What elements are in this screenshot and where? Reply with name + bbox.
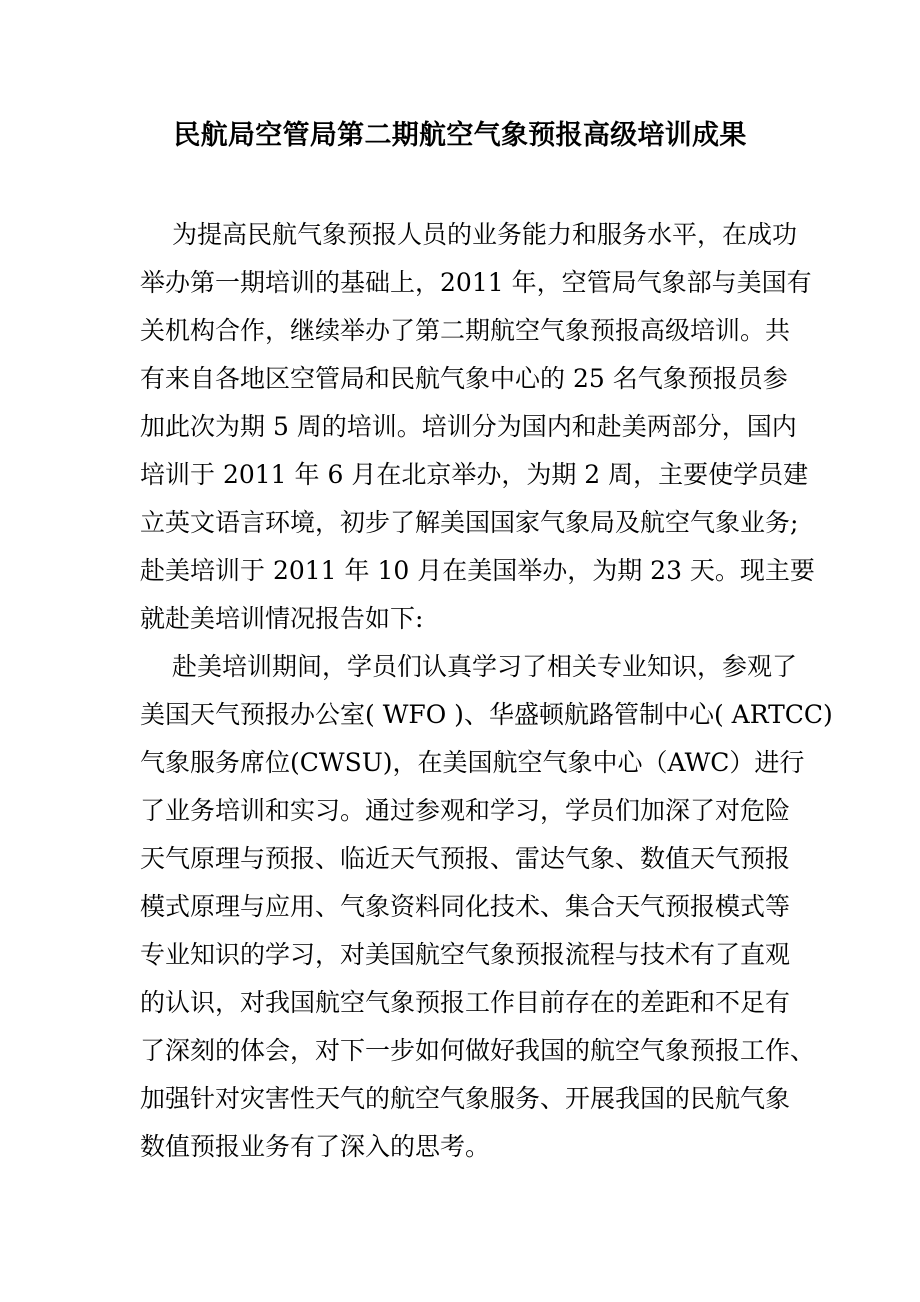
paragraph-line: 关机构合作，继续举办了第二期航空气象预报高级培训。共 bbox=[140, 316, 791, 345]
paragraph-line: 的认识，对我国航空气象预报工作目前存在的差距和不足有 bbox=[140, 988, 791, 1017]
paragraph-line: 加此次为期 5 周的培训。培训分为国内和赴美两部分，国内 bbox=[140, 412, 797, 441]
paragraph-line: 了业务培训和实习。通过参观和学习，学员们加深了对危险 bbox=[140, 796, 791, 825]
paragraph-line: 立英文语言环境，初步了解美国国家气象局及航空气象业务; bbox=[140, 508, 799, 537]
paragraph-line: 有来自各地区空管局和民航气象中心的 25 名气象预报员参 bbox=[140, 364, 788, 393]
paragraph-line: 专业知识的学习，对美国航空气象预报流程与技术有了直观 bbox=[140, 940, 791, 969]
paragraph-line: 数值预报业务有了深入的思考。 bbox=[140, 1132, 491, 1161]
paragraph-line: 培训于 2011 年 6 月在北京举办，为期 2 周，主要使学员建 bbox=[140, 460, 809, 489]
paragraph-line: 加强针对灾害性天气的航空气象服务、开展我国的民航气象 bbox=[140, 1084, 791, 1113]
paragraph-line: 赴美培训期间，学员们认真学习了相关专业知识，参观了 bbox=[172, 652, 798, 681]
paragraph-line: 赴美培训于 2011 年 10 月在美国举办，为期 23 天。现主要 bbox=[140, 556, 815, 585]
paragraph-line: 就赴美培训情况报告如下: bbox=[140, 604, 424, 633]
paragraph-line: 了深刻的体会，对下一步如何做好我国的航空气象预报工作、 bbox=[140, 1036, 816, 1065]
paragraph-line: 为提高民航气象预报人员的业务能力和服务水平，在成功 bbox=[172, 220, 798, 249]
paragraph-line: 美国天气预报办公室( WFO )、华盛顿航路管制中心( ARTCC) bbox=[140, 700, 833, 729]
paragraph-line: 天气原理与预报、临近天气预报、雷达气象、数值天气预报 bbox=[140, 844, 791, 873]
paragraph-line: 举办第一期培训的基础上，2011 年，空管局气象部与美国有 bbox=[140, 268, 812, 297]
paragraph-line: 模式原理与应用、气象资料同化技术、集合天气预报模式等 bbox=[140, 892, 791, 921]
paragraph-line: 气象服务席位(CWSU)，在美国航空气象中心（AWC）进行 bbox=[140, 748, 805, 777]
document-title: 民航局空管局第二期航空气象预报高级培训成果 bbox=[173, 120, 747, 151]
